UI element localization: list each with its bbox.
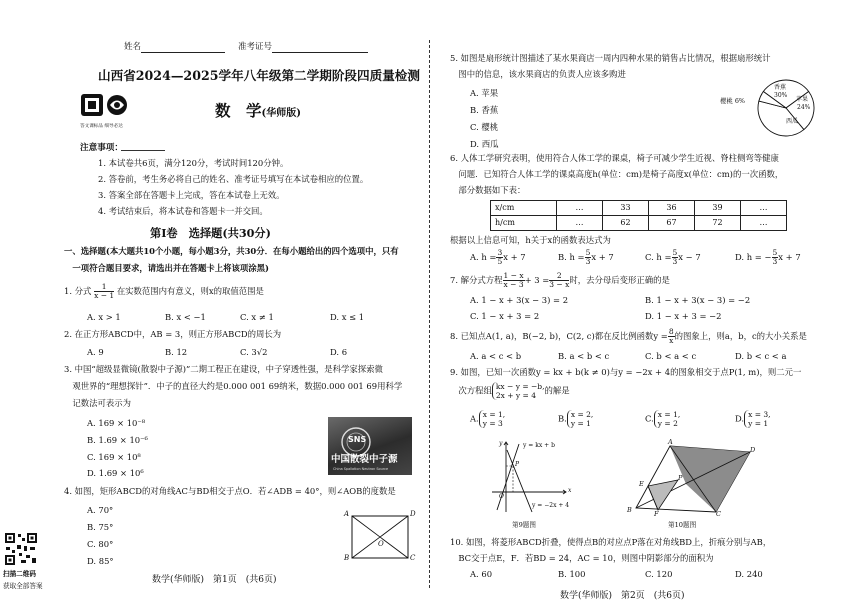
table-row: [491, 216, 787, 231]
question-5-line-2: 图中的信息，该水果商店的负责人应该多购进: [450, 69, 626, 79]
height-data-table: [490, 200, 787, 231]
fig9-origin: O: [499, 493, 504, 500]
fig9-y-axis: y: [499, 440, 503, 447]
publisher-logo: [80, 93, 132, 123]
q2-option-d[interactable]: D. 6: [330, 347, 348, 357]
photo-sns-label: SNS: [348, 435, 367, 444]
pie-label-apple: 苹果: [796, 96, 809, 103]
table-cell: 72: [695, 216, 741, 231]
question-4: 4. 如图，矩形ABCD的对角线AC与BD相交于点O．若∠ADB = 40°，则∠AOB的度数是: [64, 486, 396, 496]
fig9-line2-label: y = −2x + 4: [532, 502, 570, 509]
qr-caption-2: 获取全部答案: [3, 582, 43, 590]
figure-9: [488, 440, 588, 520]
q10-option-c[interactable]: C. 120: [645, 569, 673, 579]
question-5-line-1: 5. 如图是扇形统计图描述了某水果商店一周内四种水果的销售占比情况，根据扇形统计: [450, 53, 771, 63]
fig10-label-a: A: [668, 438, 673, 446]
section-intro-2: 一项符合题目要求，请选出并在答题卡上将该项涂黑): [64, 263, 269, 273]
fig10-label-p: P: [678, 474, 683, 482]
q9-equation-system: kx − y = −b, 2x + y = 4: [492, 382, 545, 400]
q6-option-a[interactable]: A. h = $\frac{3}{5}$ x + 7: [470, 248, 526, 266]
question-6-line-2: 问题．已知符合人体工学的课桌高度h(单位：cm)是椅子高度x(单位：cm)的一次函数，: [450, 169, 784, 179]
neutron-source-photo: [328, 417, 412, 475]
table-cell: …: [557, 201, 603, 216]
q8-option-b[interactable]: B. a < b < c: [558, 351, 610, 361]
question-10-line-2: BC交于点E，F．若BD = 24，AC = 10，则图中阴影部分的面积为: [450, 553, 714, 563]
fruit-pie-chart: [756, 78, 816, 138]
q6-option-d[interactable]: D. h = − $\frac{5}{3}$ x + 7: [735, 248, 801, 266]
table-cell: h/cm: [491, 216, 557, 231]
q3-option-d[interactable]: D. 1.69 × 10⁶: [87, 468, 144, 478]
name-field[interactable]: [124, 42, 225, 53]
q4-option-a[interactable]: A. 70°: [87, 505, 114, 515]
fig10-caption: 第10题图: [668, 521, 697, 529]
table-cell: …: [557, 216, 603, 231]
fig9-line1-label: y = kx + b: [523, 442, 555, 449]
q3-option-c[interactable]: C. 169 × 10⁸: [87, 452, 141, 462]
exam-title: 山西省2024—2025学年八年级第二学期阶段四质量检测: [98, 68, 420, 83]
notes-title: 注意事项：: [80, 143, 123, 153]
question-9-line-2: 次方程组 kx − y = −b, 2x + y = 4 的解是: [450, 382, 570, 400]
question-2: 2. 在正方形ABCD中，AB = 3，则正方形ABCD的周长为: [64, 329, 282, 339]
question-9-line-1: 9. 如图，已知一次函数y = kx + b(k ≠ 0)与y = −2x + 4的图象相交于点P(1, m)，则二元一: [450, 367, 802, 377]
question-6-line-1: 6. 人体工学研究表明，使用符合人体工学的课桌，椅子可减少学生近视、脊柱侧弯等健康: [450, 153, 779, 163]
section-title: 第Ⅰ卷 选择题(共30分): [150, 226, 271, 240]
fig10-label-f: F: [654, 510, 659, 518]
q1-option-c[interactable]: C. x ≠ 1: [240, 312, 274, 322]
pie-label-cherry: 樱桃 6%: [720, 97, 745, 105]
q5-option-b[interactable]: B. 香蕉: [470, 105, 499, 115]
name-label: 姓名: [124, 42, 142, 52]
q5-option-c[interactable]: C. 樱桃: [470, 122, 499, 132]
subject-title: [215, 101, 301, 122]
q1-option-d[interactable]: D. x ≤ 1: [330, 312, 365, 322]
question-10-line-1: 10. 如图，将菱形ABCD折叠，使得点B的对应点P落在对角线BD上，折痕分别与AB，: [450, 537, 772, 547]
question-6-after: 根据以上信息可知，h关于x的函数表达式为: [450, 235, 611, 245]
id-label: 准考证号: [238, 42, 273, 52]
note-3: 3. 答案全部在答题卡上完成，答在本试卷上无效。: [98, 190, 285, 200]
fig4-label-b: B: [344, 554, 350, 562]
pie-label-banana-pct: 30%: [774, 92, 788, 99]
q1-option-b[interactable]: B. x < −1: [165, 312, 206, 322]
q2-option-c[interactable]: C. 3√2: [240, 347, 268, 357]
q2-option-b[interactable]: B. 12: [165, 347, 188, 357]
question-1: 1. 分式 $\frac{1}{x - 1}$ 在实数范围内有意义，则x的取值范围是: [64, 282, 264, 300]
fig10-label-b: B: [627, 506, 632, 514]
qr-code[interactable]: [4, 532, 38, 566]
table-cell: 33: [603, 201, 649, 216]
note-1: 1. 本试卷共6页，满分120分，考试时间120分钟。: [98, 158, 289, 168]
question-8: 8. 已知点A(1, a)，B(−2, b)，C(2, c)都在反比例函数y = $\frac{8}{x}$ 的图象上，则a，b，c的大小关系是: [450, 327, 807, 345]
question-3-line-1: 3. 中国“超级显微镜(散裂中子源)”二期工程正在建设，中子穿透性强，是科学家探索微: [64, 364, 383, 374]
table-cell: x/cm: [491, 201, 557, 216]
section-intro-1: 一、选择题(本大题共10个小题，每小题3分，共30分．在每小题给出的四个选项中，只有: [64, 246, 399, 256]
pie-label-watermelon: 西瓜: [786, 118, 799, 125]
fig4-label-a: A: [344, 510, 350, 518]
q5-option-d[interactable]: D. 西瓜: [470, 139, 499, 149]
note-4: 4. 考试结束后，将本试卷和答题卡一并交回。: [98, 206, 268, 216]
q4-option-c[interactable]: C. 80°: [87, 539, 114, 549]
q3-option-a[interactable]: A. 169 × 10⁻⁸: [87, 418, 146, 428]
q8-option-d[interactable]: D. b < c < a: [735, 351, 787, 361]
q9-option-b[interactable]: B. x = 2, y = 1: [558, 410, 594, 428]
q4-option-d[interactable]: D. 85°: [87, 556, 114, 566]
q7-option-b[interactable]: B. 1 − x + 3(x − 3) = −2: [645, 295, 751, 305]
q10-option-a[interactable]: A. 60: [470, 569, 493, 579]
id-field[interactable]: [238, 42, 368, 53]
q6-option-c[interactable]: C. h = $\frac{5}{3}$ x − 7: [645, 248, 701, 266]
fig9-x-axis: x: [568, 487, 572, 494]
fig10-label-c: C: [716, 510, 721, 518]
question-6-line-3: 部分数据如下表：: [450, 185, 526, 195]
question-7: 7. 解分式方程 $\frac{1 - x}{x - 3}$ + 3 = $\frac{2}{3 - x}$ 时，去分母后变形正确的是: [450, 271, 670, 289]
q3-option-b[interactable]: B. 1.69 × 10⁻⁶: [87, 435, 148, 445]
pie-label-banana: 香蕉: [774, 84, 787, 91]
rectangle-figure: [342, 510, 418, 566]
subject-name: 数 学: [215, 101, 262, 120]
q8-option-c[interactable]: C. b < a < c: [645, 351, 697, 361]
fig4-label-o: O: [378, 540, 384, 548]
photo-sub-label: China Spallation Neutron Source: [333, 467, 389, 471]
table-cell: 39: [695, 201, 741, 216]
note-2: 2. 答卷前，考生务必将自己的姓名、准考证号填写在本试卷相应的位置。: [98, 174, 369, 184]
q1-option-a[interactable]: A. x > 1: [87, 312, 121, 322]
qr-caption-1: 扫描二维码: [3, 570, 36, 578]
table-cell: …: [741, 216, 787, 231]
edition-label: (华师版): [261, 108, 301, 119]
pie-label-apple-pct: 24%: [797, 104, 811, 111]
q7-option-d[interactable]: D. 1 − x + 3 = −2: [645, 311, 722, 321]
q8-option-a[interactable]: A. a < c < b: [470, 351, 522, 361]
q10-option-b[interactable]: B. 100: [558, 569, 586, 579]
fig4-label-d: D: [410, 510, 416, 518]
q2-option-a[interactable]: A. 9: [87, 347, 104, 357]
notes-underline: [121, 150, 165, 151]
q9-option-c[interactable]: C. x = 1, y = 2: [645, 410, 681, 428]
fig4-label-c: C: [410, 554, 416, 562]
fig9-caption: 第9题图: [512, 521, 536, 529]
question-3-line-3: 记数法可表示为: [64, 398, 131, 408]
q1-fraction: $\frac{1}{x - 1}$: [94, 282, 115, 300]
table-cell: 62: [603, 216, 649, 231]
q7-option-a[interactable]: A. 1 − x + 3(x − 3) = 2: [470, 295, 569, 305]
right-page: [430, 0, 860, 608]
q5-option-a[interactable]: A. 苹果: [470, 88, 499, 98]
photo-main-label: 中国散裂中子源: [331, 454, 398, 465]
fig10-label-d: D: [750, 446, 756, 454]
table-cell: 67: [649, 216, 695, 231]
fig10-label-e: E: [639, 480, 644, 488]
q4-option-b[interactable]: B. 75°: [87, 522, 114, 532]
left-page-footer: 数学(华师版) 第1页 (共6页): [152, 575, 277, 585]
logo-caption: 答文课标品 细导必达: [80, 124, 123, 129]
question-3-line-2: 观世界的“理想探针”．中子的直径大约是0.000 001 69纳米，数据0.000 001 69用科学: [64, 381, 403, 391]
table-cell: 36: [649, 201, 695, 216]
table-cell: …: [741, 201, 787, 216]
q9-option-a[interactable]: A. x = 1, y = 3: [470, 410, 506, 428]
right-page-footer: 数学(华师版) 第2页 (共6页): [560, 591, 685, 601]
table-row: [491, 201, 787, 216]
q7-option-c[interactable]: C. 1 − x + 3 = 2: [470, 311, 540, 321]
q9-option-d[interactable]: D. x = 3, y = 1: [735, 410, 771, 428]
q6-option-b[interactable]: B. h = $\frac{5}{3}$ x + 7: [558, 248, 614, 266]
q10-option-d[interactable]: D. 240: [735, 569, 763, 579]
figure-10: [626, 440, 756, 520]
fig9-point-p: P: [515, 461, 520, 468]
